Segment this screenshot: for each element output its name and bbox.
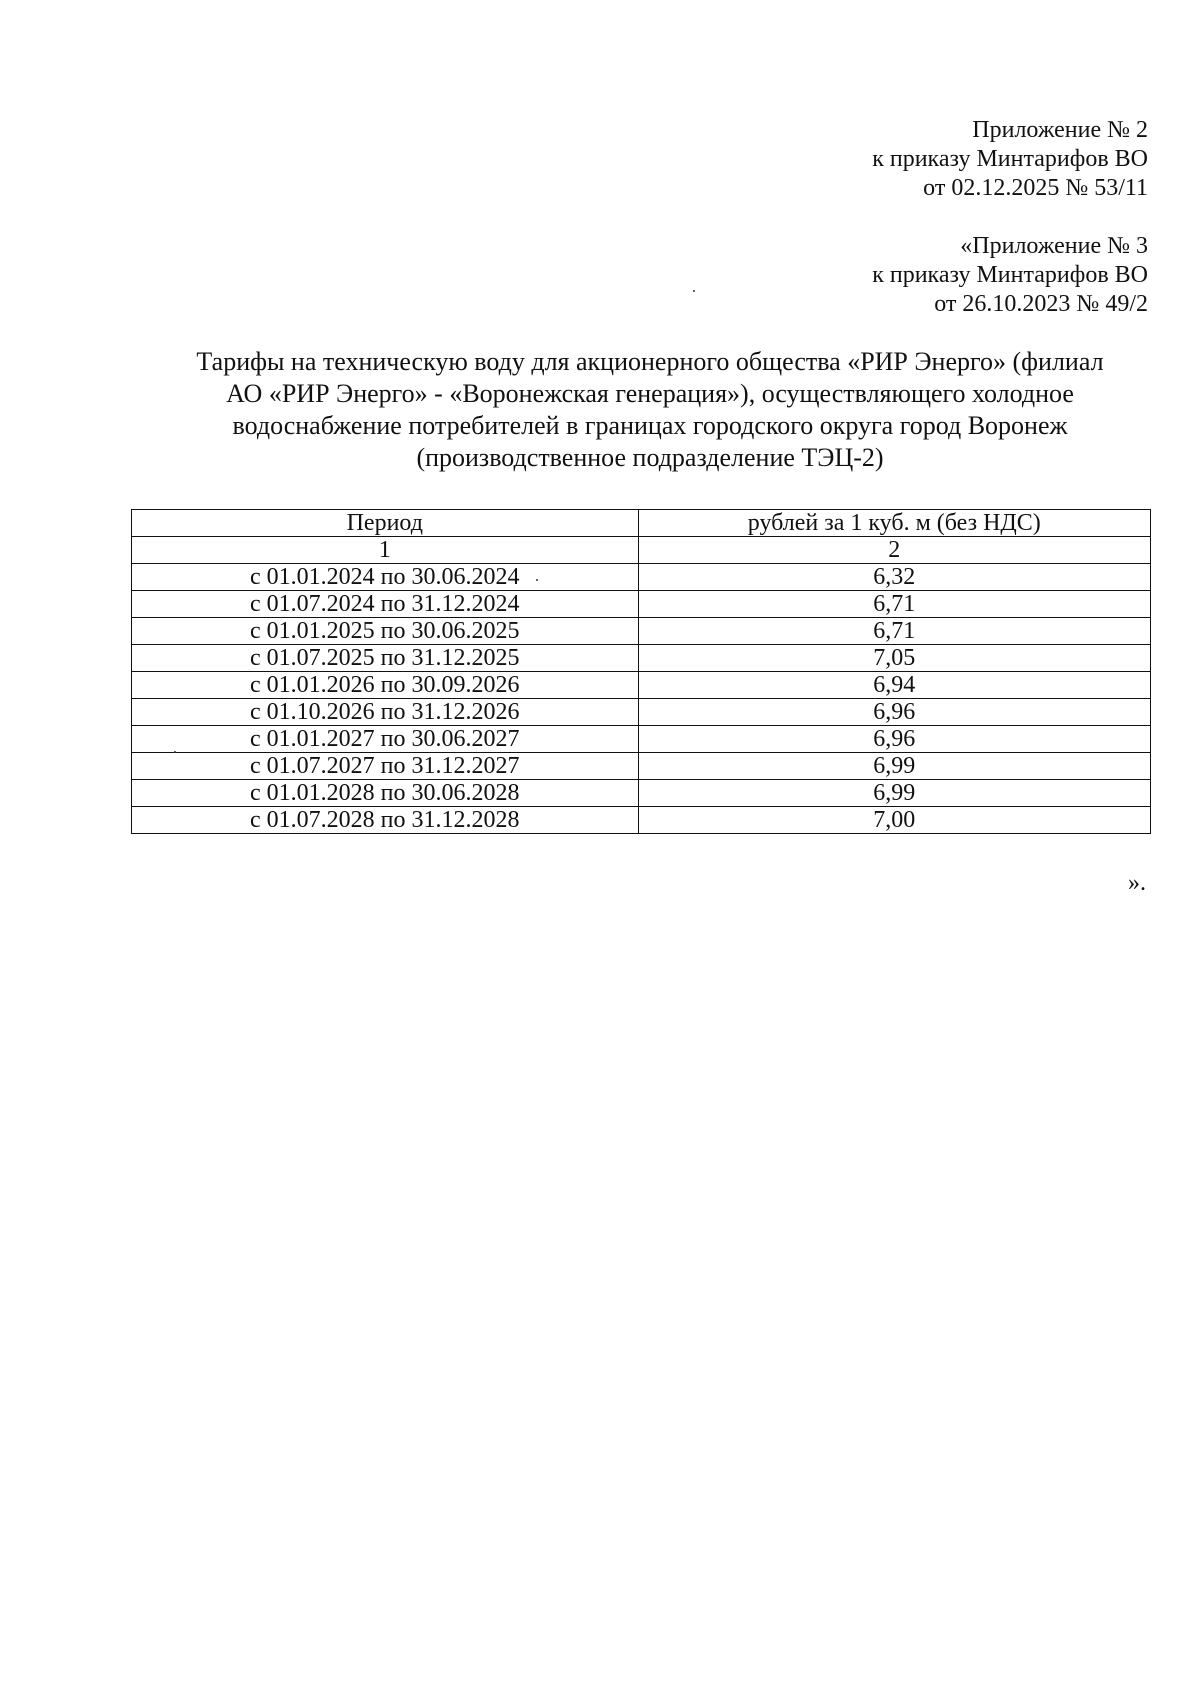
rate-cell: 6,99 bbox=[638, 753, 1150, 780]
table-row bbox=[132, 807, 1151, 834]
column-number: 2 bbox=[638, 537, 1150, 564]
table-row bbox=[132, 726, 1151, 753]
annex-order-date: от 26.10.2023 № 49/2 bbox=[934, 291, 1148, 317]
rate-cell: 6,32 bbox=[638, 564, 1150, 591]
scan-speck bbox=[536, 579, 538, 581]
annex-reference-current bbox=[872, 116, 1148, 203]
period-cell: с 01.01.2025 по 30.06.2025 bbox=[132, 618, 639, 645]
period-cell: с 01.07.2027 по 31.12.2027 bbox=[132, 753, 639, 780]
scan-speck bbox=[174, 751, 176, 753]
tariff-table bbox=[131, 509, 1151, 834]
rate-cell: 6,94 bbox=[638, 672, 1150, 699]
rate-cell: 6,96 bbox=[638, 726, 1150, 753]
rate-cell: 6,71 bbox=[638, 618, 1150, 645]
rate-cell: 6,96 bbox=[638, 699, 1150, 726]
table-row bbox=[132, 618, 1151, 645]
rate-cell: 7,00 bbox=[638, 807, 1150, 834]
period-cell: с 01.01.2024 по 30.06.2024 bbox=[132, 564, 639, 591]
table-row bbox=[132, 564, 1151, 591]
table-row bbox=[132, 672, 1151, 699]
annex-number: Приложение № 2 bbox=[972, 117, 1148, 143]
period-cell: с 01.07.2025 по 31.12.2025 bbox=[132, 645, 639, 672]
title-line: Тарифы на техническую воду для акционерного общества «РИР Энерго» (филиал bbox=[196, 347, 1104, 376]
rate-column-header: рублей за 1 куб. м (без НДС) bbox=[638, 510, 1150, 537]
table-row bbox=[132, 699, 1151, 726]
annex-reference-previous bbox=[872, 232, 1148, 319]
period-cell: с 01.01.2026 по 30.09.2026 bbox=[132, 672, 639, 699]
table-header-row bbox=[132, 510, 1151, 537]
table-row bbox=[132, 753, 1151, 780]
column-number: 1 bbox=[132, 537, 639, 564]
table-row bbox=[132, 780, 1151, 807]
table-row bbox=[132, 591, 1151, 618]
rate-cell: 6,71 bbox=[638, 591, 1150, 618]
period-cell: с 01.07.2028 по 31.12.2028 bbox=[132, 807, 639, 834]
scan-speck bbox=[693, 290, 695, 292]
period-cell: с 01.01.2028 по 30.06.2028 bbox=[132, 780, 639, 807]
annex-number: «Приложение № 3 bbox=[960, 233, 1148, 259]
annex-order-ref: к приказу Минтарифов ВО bbox=[872, 262, 1148, 288]
title-line: АО «РИР Энерго» - «Воронежская генерация»), осуществляющего холодное bbox=[226, 379, 1074, 408]
title-line: (производственное подразделение ТЭЦ-2) bbox=[416, 443, 884, 472]
document-title bbox=[120, 346, 1180, 474]
period-cell: с 01.07.2024 по 31.12.2024 bbox=[132, 591, 639, 618]
closing-quote-mark: ». bbox=[1128, 870, 1146, 896]
period-column-header: Период bbox=[132, 510, 639, 537]
rate-cell: 6,99 bbox=[638, 780, 1150, 807]
period-cell: с 01.10.2026 по 31.12.2026 bbox=[132, 699, 639, 726]
rate-cell: 7,05 bbox=[638, 645, 1150, 672]
annex-order-date: от 02.12.2025 № 53/11 bbox=[923, 175, 1148, 201]
annex-order-ref: к приказу Минтарифов ВО bbox=[872, 146, 1148, 172]
column-number-row bbox=[132, 537, 1151, 564]
table-row bbox=[132, 645, 1151, 672]
period-cell: с 01.01.2027 по 30.06.2027 bbox=[132, 726, 639, 753]
title-line: водоснабжение потребителей в границах городского округа город Воронеж bbox=[232, 411, 1068, 440]
